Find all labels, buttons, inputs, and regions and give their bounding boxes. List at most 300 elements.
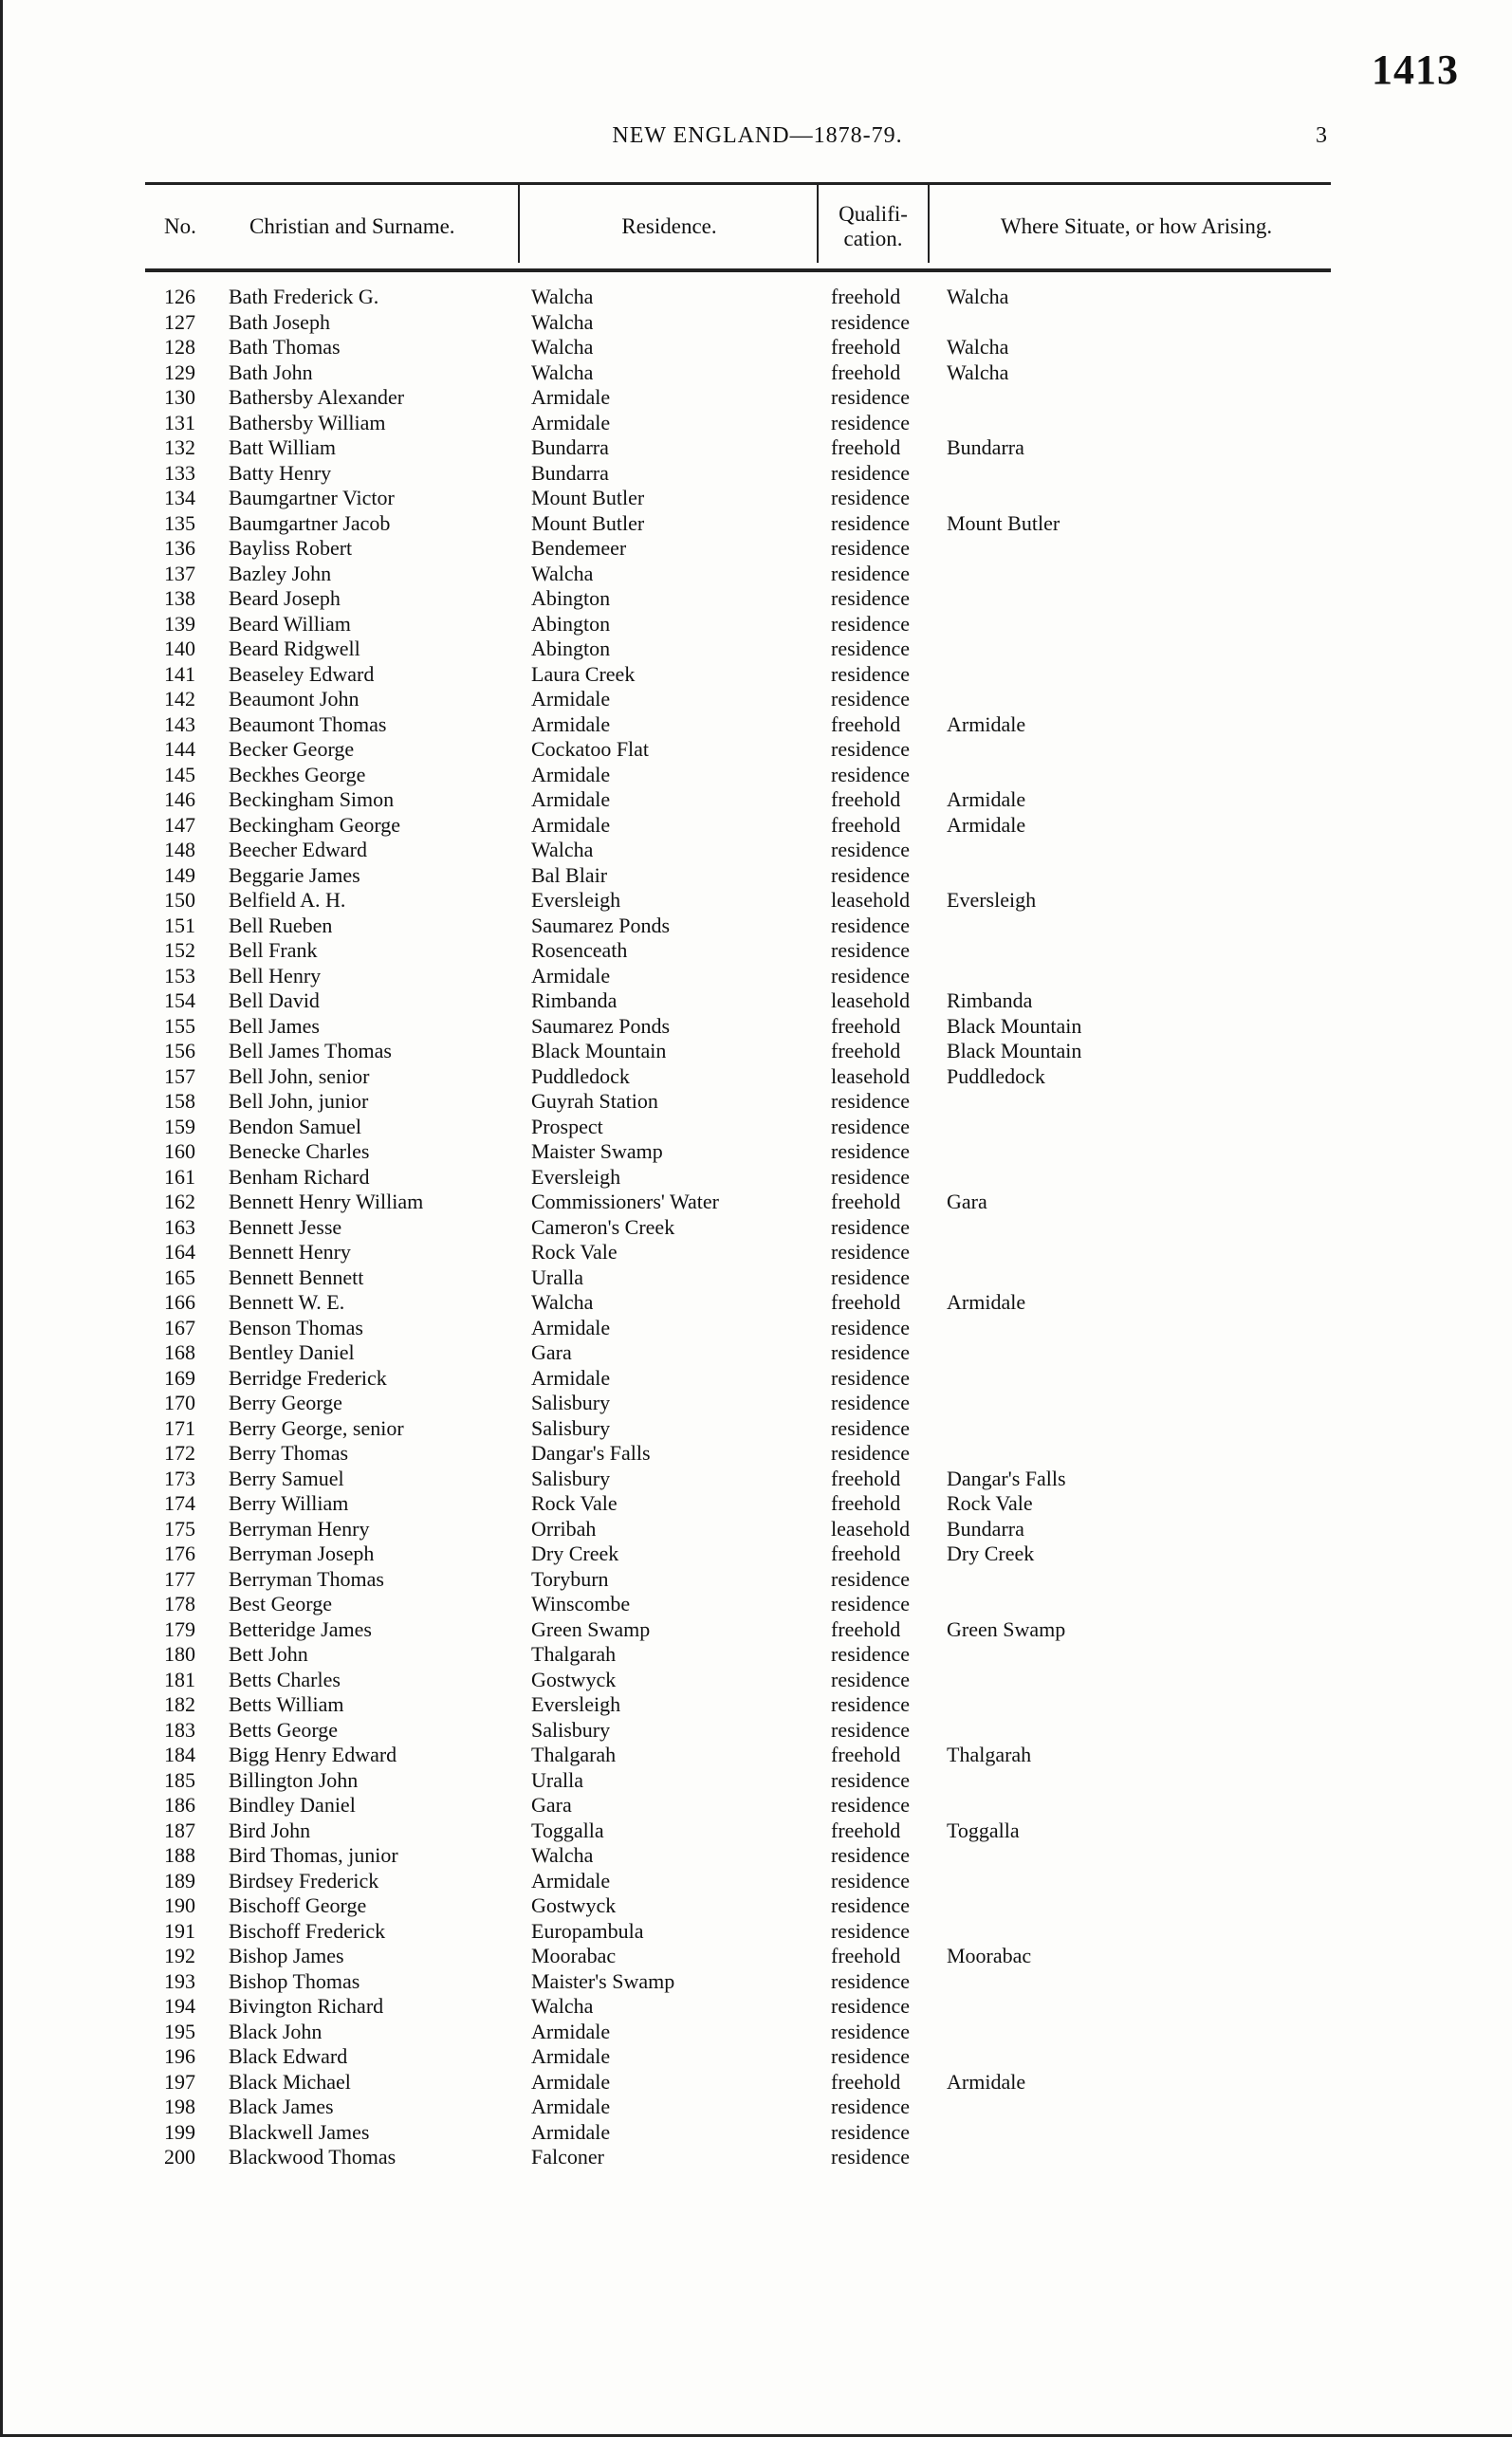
row-name: Batt William bbox=[229, 435, 336, 459]
row-name: Bell David bbox=[229, 988, 320, 1012]
row-where: Armidale bbox=[947, 1290, 1026, 1314]
row-number: 183 bbox=[164, 1717, 195, 1742]
table-row bbox=[3, 888, 1512, 914]
row-where: Armidale bbox=[947, 2069, 1026, 2094]
row-qualification: residence bbox=[831, 938, 911, 962]
row-name: Benham Richard bbox=[229, 1164, 370, 1189]
row-qualification: residence bbox=[831, 1893, 911, 1917]
table-row bbox=[3, 461, 1512, 487]
row-number: 161 bbox=[164, 1164, 195, 1189]
table-row bbox=[3, 662, 1512, 688]
row-where: Walcha bbox=[947, 360, 1009, 384]
table-row bbox=[3, 2120, 1512, 2146]
table-row bbox=[3, 562, 1512, 587]
table-row bbox=[3, 310, 1512, 336]
row-number: 189 bbox=[164, 1868, 195, 1892]
row-residence: Dangar's Falls bbox=[531, 1441, 651, 1465]
row-number: 145 bbox=[164, 762, 195, 786]
row-qualification: residence bbox=[831, 1214, 911, 1239]
row-number: 185 bbox=[164, 1767, 195, 1792]
table-row bbox=[3, 712, 1512, 738]
row-residence: Maister's Swamp bbox=[531, 1968, 675, 1993]
row-qualification: residence bbox=[831, 2019, 911, 2043]
row-qualification: freehold bbox=[831, 285, 901, 308]
row-qualification: residence bbox=[831, 410, 911, 434]
row-number: 151 bbox=[164, 913, 195, 937]
row-where: Black Mountain bbox=[947, 1013, 1082, 1038]
row-name: Bischoff George bbox=[229, 1893, 367, 1917]
table-row bbox=[3, 813, 1512, 839]
row-where: Puddledock bbox=[947, 1063, 1045, 1088]
row-qualification: residence bbox=[831, 1767, 911, 1792]
table-row bbox=[3, 838, 1512, 863]
row-number: 173 bbox=[164, 1466, 195, 1490]
row-where: Eversleigh bbox=[947, 888, 1037, 912]
table-row bbox=[3, 1064, 1512, 1090]
row-qualification: residence bbox=[831, 1415, 911, 1440]
row-qualification: residence bbox=[831, 460, 911, 485]
row-name: Bell James bbox=[229, 1013, 320, 1038]
row-number: 144 bbox=[164, 737, 195, 761]
row-name: Bath Frederick G. bbox=[229, 285, 379, 308]
row-residence: Puddledock bbox=[531, 1063, 630, 1088]
row-name: Bell Rueben bbox=[229, 913, 333, 937]
row-number: 147 bbox=[164, 812, 195, 837]
row-number: 129 bbox=[164, 360, 195, 384]
row-qualification: residence bbox=[831, 1164, 911, 1189]
table-row bbox=[3, 612, 1512, 637]
row-residence: Armidale bbox=[531, 2119, 611, 2144]
row-residence: Rock Vale bbox=[531, 1240, 618, 1264]
row-residence: Rosenceath bbox=[531, 938, 628, 962]
row-number: 137 bbox=[164, 561, 195, 585]
table-row bbox=[3, 2020, 1512, 2045]
row-number: 172 bbox=[164, 1441, 195, 1465]
row-where: Black Mountain bbox=[947, 1039, 1082, 1062]
row-name: Baumgartner Jacob bbox=[229, 510, 391, 535]
table-row bbox=[3, 737, 1512, 763]
row-number: 152 bbox=[164, 938, 195, 962]
row-qualification: residence bbox=[831, 536, 911, 560]
row-name: Berry George bbox=[229, 1391, 342, 1414]
row-residence: Gostwyck bbox=[531, 1893, 617, 1917]
row-name: Bennett W. E. bbox=[229, 1290, 345, 1314]
row-qualification: freehold bbox=[831, 1039, 901, 1062]
header-no: No. bbox=[164, 214, 196, 238]
row-residence: Armidale bbox=[531, 1868, 611, 1892]
row-residence: Prospect bbox=[531, 1114, 603, 1138]
row-name: Betts George bbox=[229, 1717, 339, 1742]
row-number: 140 bbox=[164, 637, 195, 660]
row-where: Moorabac bbox=[947, 1944, 1032, 1967]
row-name: Bischoff Frederick bbox=[229, 1918, 386, 1943]
table-row bbox=[3, 763, 1512, 788]
row-residence: Maister Swamp bbox=[531, 1139, 663, 1163]
row-residence: Eversleigh bbox=[531, 888, 621, 912]
row-number: 182 bbox=[164, 1692, 195, 1716]
row-name: Berryman Joseph bbox=[229, 1542, 375, 1565]
row-name: Bigg Henry Edward bbox=[229, 1743, 397, 1766]
row-residence: Walcha bbox=[531, 335, 594, 359]
table-row bbox=[3, 1793, 1512, 1819]
row-name: Benson Thomas bbox=[229, 1315, 363, 1339]
table-row bbox=[3, 285, 1512, 310]
row-name: Bishop James bbox=[229, 1944, 344, 1967]
row-number: 174 bbox=[164, 1491, 195, 1515]
row-residence: Bundarra bbox=[531, 460, 609, 485]
row-where: Walcha bbox=[947, 285, 1009, 308]
table-row bbox=[3, 1692, 1512, 1718]
row-residence: Black Mountain bbox=[531, 1039, 667, 1062]
table-row bbox=[3, 486, 1512, 511]
row-name: Beaumont Thomas bbox=[229, 711, 387, 736]
row-name: Bindley Daniel bbox=[229, 1793, 356, 1817]
row-residence: Gostwyck bbox=[531, 1667, 617, 1691]
row-qualification: residence bbox=[831, 2145, 911, 2169]
table-row bbox=[3, 938, 1512, 964]
table-row bbox=[3, 1491, 1512, 1517]
row-name: Berry George, senior bbox=[229, 1415, 404, 1440]
table-row bbox=[3, 1165, 1512, 1191]
row-name: Bathersby Alexander bbox=[229, 385, 405, 409]
table-row bbox=[3, 1265, 1512, 1291]
row-number: 179 bbox=[164, 1616, 195, 1641]
row-number: 190 bbox=[164, 1893, 195, 1917]
table-row bbox=[3, 1542, 1512, 1567]
row-name: Batty Henry bbox=[229, 460, 332, 485]
row-residence: Walcha bbox=[531, 838, 594, 861]
row-qualification: residence bbox=[831, 687, 911, 711]
row-number: 146 bbox=[164, 787, 195, 811]
row-qualification: residence bbox=[831, 963, 911, 988]
table-row bbox=[3, 1743, 1512, 1768]
row-where: Mount Butler bbox=[947, 510, 1060, 535]
row-residence: Bal Blair bbox=[531, 862, 608, 887]
row-name: Beecher Edward bbox=[229, 838, 367, 861]
row-number: 168 bbox=[164, 1340, 195, 1364]
table-row bbox=[3, 988, 1512, 1014]
row-residence: Bendemeer bbox=[531, 536, 627, 560]
row-qualification: residence bbox=[831, 1994, 911, 2018]
running-head: NEW ENGLAND—1878-79. bbox=[612, 123, 903, 148]
table-row bbox=[3, 1039, 1512, 1064]
row-qualification: residence bbox=[831, 1265, 911, 1289]
row-qualification: residence bbox=[831, 1843, 911, 1867]
row-name: Beard William bbox=[229, 611, 351, 636]
row-residence: Gara bbox=[531, 1793, 572, 1817]
row-qualification: residence bbox=[831, 1441, 911, 1465]
row-number: 165 bbox=[164, 1265, 195, 1289]
table-row bbox=[3, 1768, 1512, 1794]
row-name: Black Michael bbox=[229, 2069, 351, 2094]
row-where: Rock Vale bbox=[947, 1491, 1033, 1515]
row-name: Beard Joseph bbox=[229, 586, 341, 610]
row-number: 128 bbox=[164, 335, 195, 359]
row-name: Betteridge James bbox=[229, 1616, 372, 1641]
row-qualification: freehold bbox=[831, 1466, 901, 1490]
row-number: 163 bbox=[164, 1214, 195, 1239]
row-number: 197 bbox=[164, 2069, 195, 2094]
row-number: 156 bbox=[164, 1039, 195, 1062]
table-row bbox=[3, 1215, 1512, 1241]
row-name: Bath Thomas bbox=[229, 335, 341, 359]
row-residence: Walcha bbox=[531, 309, 594, 334]
row-qualification: freehold bbox=[831, 1818, 901, 1842]
row-number: 184 bbox=[164, 1743, 195, 1766]
row-qualification: residence bbox=[831, 1968, 911, 1993]
row-name: Beaseley Edward bbox=[229, 661, 375, 686]
row-residence: Saumarez Ponds bbox=[531, 913, 671, 937]
row-residence: Cameron's Creek bbox=[531, 1214, 675, 1239]
row-name: Berry Thomas bbox=[229, 1441, 349, 1465]
table-row bbox=[3, 914, 1512, 939]
row-qualification: freehold bbox=[831, 435, 901, 459]
row-number: 150 bbox=[164, 888, 195, 912]
row-qualification: residence bbox=[831, 1592, 911, 1615]
header-name: Christian and Surname. bbox=[249, 214, 455, 238]
table-row bbox=[3, 787, 1512, 813]
row-qualification: residence bbox=[831, 385, 911, 409]
row-residence: Armidale bbox=[531, 787, 611, 811]
table-row bbox=[3, 1316, 1512, 1341]
table-row bbox=[3, 1642, 1512, 1668]
row-name: Bathersby William bbox=[229, 410, 386, 434]
row-qualification: residence bbox=[831, 661, 911, 686]
table-row bbox=[3, 2145, 1512, 2170]
row-residence: Uralla bbox=[531, 1767, 583, 1792]
table-row bbox=[3, 335, 1512, 360]
row-residence: Armidale bbox=[531, 812, 611, 837]
row-residence: Commissioners' Water bbox=[531, 1190, 719, 1213]
row-name: Best George bbox=[229, 1592, 332, 1615]
row-name: Black James bbox=[229, 2095, 334, 2118]
row-number: 169 bbox=[164, 1365, 195, 1390]
row-name: Beckingham George bbox=[229, 812, 401, 837]
table-row bbox=[3, 1969, 1512, 1995]
row-residence: Mount Butler bbox=[531, 486, 645, 509]
row-name: Bell Frank bbox=[229, 938, 318, 962]
row-qualification: freehold bbox=[831, 1013, 901, 1038]
row-qualification: freehold bbox=[831, 1290, 901, 1314]
row-qualification: residence bbox=[831, 1139, 911, 1163]
row-residence: Salisbury bbox=[531, 1466, 611, 1490]
header-residence: Residence. bbox=[621, 214, 717, 238]
row-where: Rimbanda bbox=[947, 988, 1033, 1012]
row-residence: Abington bbox=[531, 637, 611, 660]
row-qualification: residence bbox=[831, 2044, 911, 2068]
row-number: 142 bbox=[164, 687, 195, 711]
header-where: Where Situate, or how Arising. bbox=[1000, 214, 1273, 238]
row-name: Bishop Thomas bbox=[229, 1968, 360, 1993]
row-qualification: residence bbox=[831, 838, 911, 861]
row-name: Berry Samuel bbox=[229, 1466, 344, 1490]
table-row bbox=[3, 1089, 1512, 1115]
row-qualification: residence bbox=[831, 1365, 911, 1390]
table-row bbox=[3, 385, 1512, 411]
table-row bbox=[3, 1139, 1512, 1165]
table-row bbox=[3, 863, 1512, 889]
row-number: 198 bbox=[164, 2095, 195, 2118]
row-residence: Toggalla bbox=[531, 1818, 604, 1842]
row-name: Billington John bbox=[229, 1767, 359, 1792]
row-qualification: residence bbox=[831, 637, 911, 660]
table-row bbox=[3, 1994, 1512, 2020]
row-qualification: leasehold bbox=[831, 888, 911, 912]
row-where: Armidale bbox=[947, 787, 1026, 811]
row-name: Baumgartner Victor bbox=[229, 486, 395, 509]
row-number: 162 bbox=[164, 1190, 195, 1213]
row-number: 164 bbox=[164, 1240, 195, 1264]
table-row bbox=[3, 1290, 1512, 1316]
row-number: 180 bbox=[164, 1642, 195, 1666]
table-row bbox=[3, 964, 1512, 989]
row-number: 192 bbox=[164, 1944, 195, 1967]
row-residence: Laura Creek bbox=[531, 661, 636, 686]
row-qualification: leasehold bbox=[831, 1516, 911, 1541]
row-residence: Uralla bbox=[531, 1265, 583, 1289]
row-residence: Armidale bbox=[531, 2019, 611, 2043]
table-row bbox=[3, 1592, 1512, 1617]
row-name: Bell James Thomas bbox=[229, 1039, 392, 1062]
row-name: Bell Henry bbox=[229, 963, 322, 988]
row-number: 158 bbox=[164, 1089, 195, 1113]
row-qualification: residence bbox=[831, 510, 911, 535]
row-residence: Rimbanda bbox=[531, 988, 618, 1012]
row-number: 193 bbox=[164, 1968, 195, 1993]
header-qualification: Qualifi-cation. bbox=[839, 202, 908, 250]
row-residence: Green Swamp bbox=[531, 1616, 651, 1641]
row-number: 171 bbox=[164, 1415, 195, 1440]
row-number: 136 bbox=[164, 536, 195, 560]
row-qualification: residence bbox=[831, 737, 911, 761]
row-where: Green Swamp bbox=[947, 1616, 1066, 1641]
row-number: 195 bbox=[164, 2019, 195, 2043]
table-row bbox=[3, 1517, 1512, 1542]
row-name: Bett John bbox=[229, 1642, 308, 1666]
row-qualification: residence bbox=[831, 1793, 911, 1817]
table-row bbox=[3, 1819, 1512, 1844]
row-residence: Walcha bbox=[531, 1843, 594, 1867]
row-residence: Armidale bbox=[531, 2044, 611, 2068]
row-qualification: residence bbox=[831, 1089, 911, 1113]
row-number: 194 bbox=[164, 1994, 195, 2018]
row-number: 160 bbox=[164, 1139, 195, 1163]
row-name: Bath John bbox=[229, 360, 313, 384]
row-name: Beard Ridgwell bbox=[229, 637, 360, 660]
table-row bbox=[3, 1919, 1512, 1945]
row-qualification: freehold bbox=[831, 2069, 901, 2094]
row-name: Beckhes George bbox=[229, 762, 366, 786]
row-number: 134 bbox=[164, 486, 195, 509]
folio-number: 1413 bbox=[1372, 46, 1459, 93]
row-number: 135 bbox=[164, 510, 195, 535]
table-row bbox=[3, 1366, 1512, 1392]
table-row bbox=[3, 1567, 1512, 1593]
row-residence: Salisbury bbox=[531, 1391, 611, 1414]
row-name: Beaumont John bbox=[229, 687, 360, 711]
row-number: 141 bbox=[164, 661, 195, 686]
row-name: Bell John, senior bbox=[229, 1063, 370, 1088]
table-row bbox=[3, 1416, 1512, 1442]
table-row bbox=[3, 586, 1512, 612]
row-residence: Armidale bbox=[531, 963, 611, 988]
row-name: Beckingham Simon bbox=[229, 787, 395, 811]
row-name: Black John bbox=[229, 2019, 323, 2043]
row-residence: Guyrah Station bbox=[531, 1089, 658, 1113]
row-qualification: leasehold bbox=[831, 988, 911, 1012]
row-name: Bird John bbox=[229, 1818, 311, 1842]
table-row bbox=[3, 2044, 1512, 2070]
row-name: Bennett Bennett bbox=[229, 1265, 364, 1289]
row-number: 143 bbox=[164, 711, 195, 736]
row-name: Betts Charles bbox=[229, 1667, 341, 1691]
row-number: 178 bbox=[164, 1592, 195, 1615]
row-qualification: freehold bbox=[831, 360, 901, 384]
row-qualification: freehold bbox=[831, 1542, 901, 1565]
row-qualification: residence bbox=[831, 1566, 911, 1591]
row-qualification: freehold bbox=[831, 1190, 901, 1213]
table-body bbox=[3, 285, 1512, 2170]
row-number: 176 bbox=[164, 1542, 195, 1565]
row-residence: Mount Butler bbox=[531, 510, 645, 535]
row-residence: Saumarez Ponds bbox=[531, 1013, 671, 1038]
row-qualification: residence bbox=[831, 2095, 911, 2118]
row-where: Armidale bbox=[947, 812, 1026, 837]
row-number: 181 bbox=[164, 1667, 195, 1691]
table-row bbox=[3, 1340, 1512, 1366]
row-name: Berryman Henry bbox=[229, 1516, 370, 1541]
row-qualification: freehold bbox=[831, 335, 901, 359]
row-name: Bivington Richard bbox=[229, 1994, 384, 2018]
table-row bbox=[3, 1391, 1512, 1416]
row-number: 127 bbox=[164, 309, 195, 334]
row-residence: Walcha bbox=[531, 285, 594, 308]
row-name: Bell John, junior bbox=[229, 1089, 369, 1113]
row-number: 155 bbox=[164, 1013, 195, 1038]
row-name: Birdsey Frederick bbox=[229, 1868, 379, 1892]
row-where: Toggalla bbox=[947, 1818, 1020, 1842]
row-residence: Thalgarah bbox=[531, 1642, 617, 1666]
row-qualification: freehold bbox=[831, 812, 901, 837]
row-where: Gara bbox=[947, 1190, 987, 1213]
table-row bbox=[3, 536, 1512, 562]
row-residence: Walcha bbox=[531, 561, 594, 585]
row-qualification: freehold bbox=[831, 1616, 901, 1641]
row-residence: Armidale bbox=[531, 410, 611, 434]
row-residence: Europambula bbox=[531, 1918, 644, 1943]
table-row bbox=[3, 411, 1512, 436]
row-residence: Armidale bbox=[531, 687, 611, 711]
row-name: Berridge Frederick bbox=[229, 1365, 387, 1390]
row-number: 132 bbox=[164, 435, 195, 459]
row-residence: Armidale bbox=[531, 762, 611, 786]
row-where: Armidale bbox=[947, 711, 1026, 736]
row-residence: Salisbury bbox=[531, 1717, 611, 1742]
row-name: Bentley Daniel bbox=[229, 1340, 355, 1364]
row-qualification: residence bbox=[831, 1692, 911, 1716]
row-number: 126 bbox=[164, 285, 195, 308]
table-row bbox=[3, 1441, 1512, 1467]
row-qualification: residence bbox=[831, 1717, 911, 1742]
row-number: 191 bbox=[164, 1918, 195, 1943]
row-where: Walcha bbox=[947, 335, 1009, 359]
row-residence: Rock Vale bbox=[531, 1491, 618, 1515]
row-residence: Walcha bbox=[531, 1290, 594, 1314]
row-residence: Eversleigh bbox=[531, 1164, 621, 1189]
row-number: 177 bbox=[164, 1566, 195, 1591]
row-number: 199 bbox=[164, 2119, 195, 2144]
row-residence: Cockatoo Flat bbox=[531, 737, 650, 761]
